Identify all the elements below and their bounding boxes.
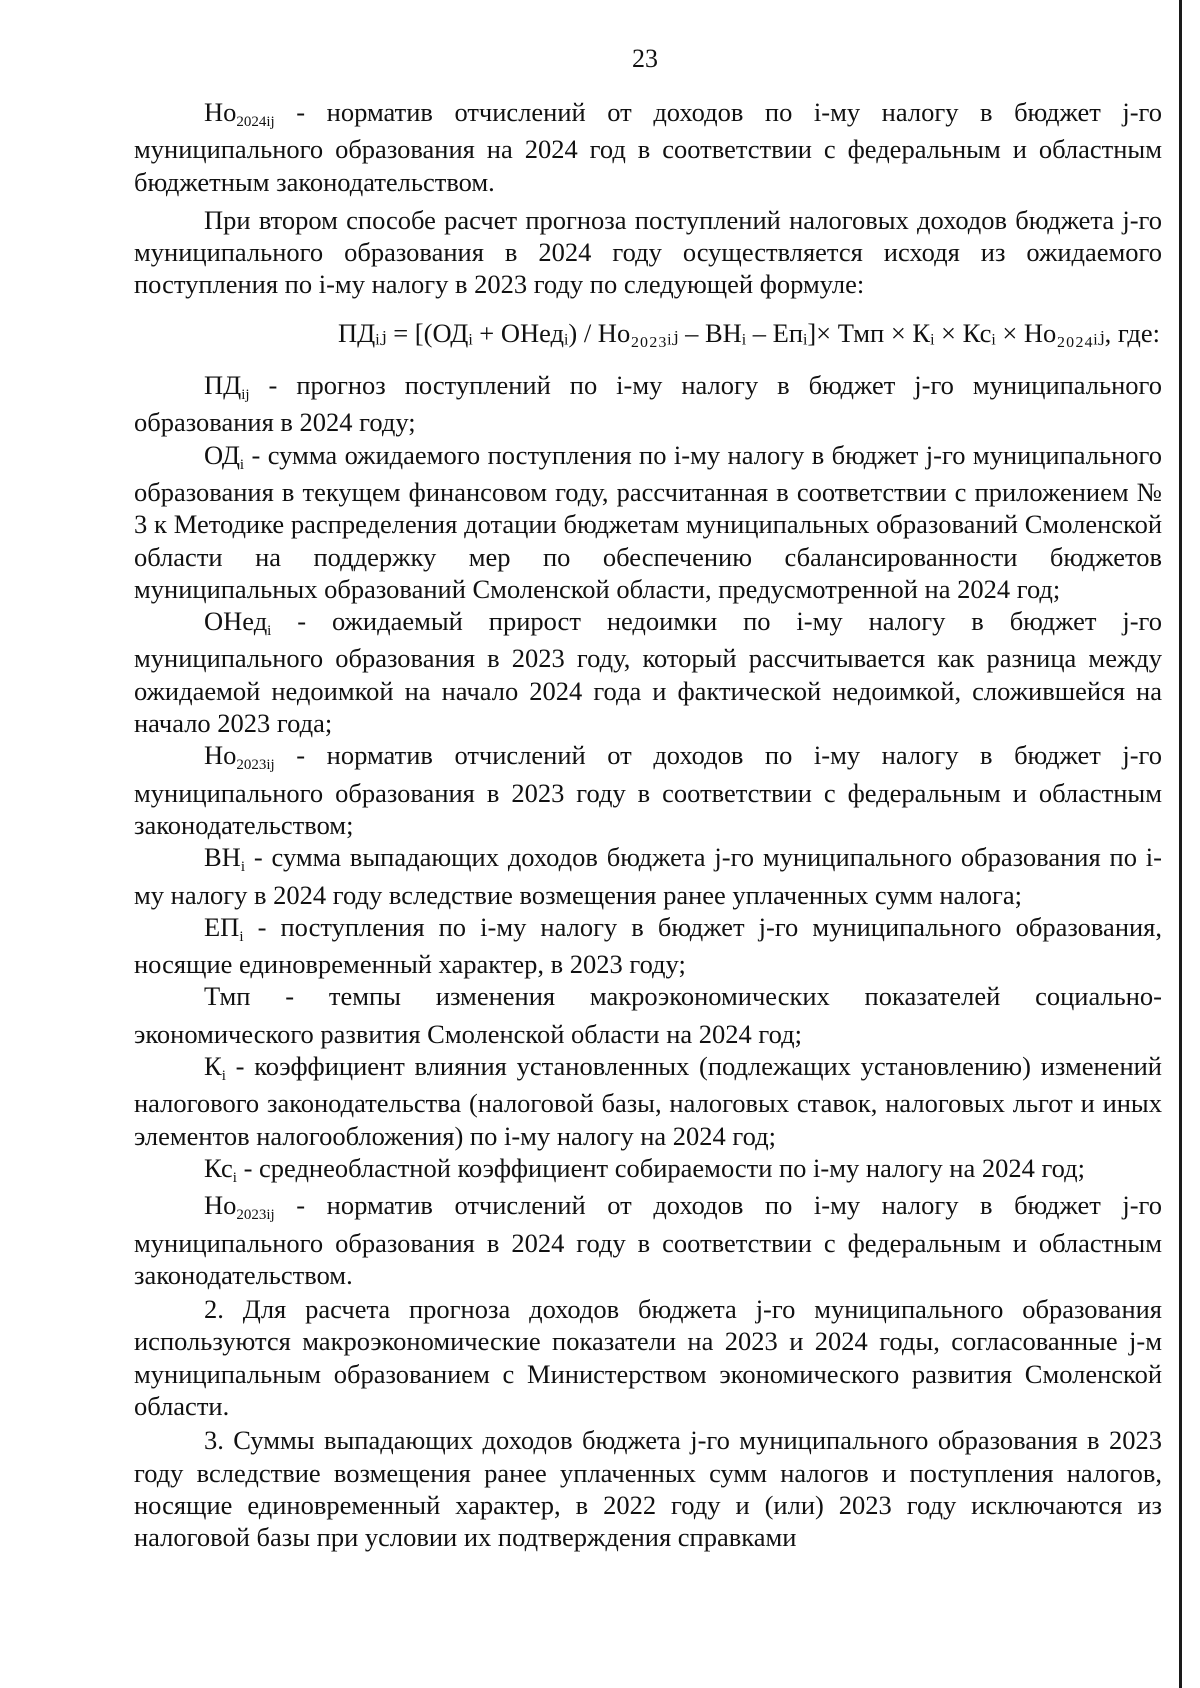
definition-symbol-sub: i: [240, 859, 245, 876]
definition-text: - поступления по i-му налогу в бюджет j-го муниципального образования, носящие единовременный характер, в 2023 году;: [134, 911, 1162, 980]
definition-ep: [134, 911, 1162, 981]
definition-symbol: [204, 842, 245, 876]
definition-text: - темпы изменения макроэкономических показателей социально-экономического развития Смоленской области на 2024 год;: [134, 981, 1162, 1049]
definition-text: - норматив отчислений от доходов по i-му налогу в бюджет j-го муниципального образования в 2024 году в соответствии с федеральным и областным законодательством.: [134, 1190, 1162, 1290]
definition-od: [134, 439, 1162, 605]
definition-symbol-base: Кс: [204, 1152, 233, 1183]
definition-text: - сумма выпадающих доходов бюджета j-го муниципального образования по i-му налогу в 2024 году вследствие возмещения ранее уплаченных сумм налога;: [134, 842, 1162, 910]
definition-k: [134, 1050, 1162, 1152]
definition-text: - норматив отчислений от доходов по i-му налогу в бюджет j-го муниципального образования в 2023 году в соответствии с федеральным и областным законодательством;: [134, 740, 1162, 840]
definition-symbol-base: ОД: [204, 439, 240, 470]
definition-symbol-sub: i: [239, 928, 244, 945]
definition-symbol: [204, 606, 272, 640]
definition-oned: [134, 605, 1162, 739]
definition-text: - сумма ожидаемого поступления по i-му налогу в бюджет j-го муниципального образования в текущем финансовом году, рассчитанная в соответствии с приложением № 3 к Методике распределения дотации бюджетам муниципальных образований Смоленской области на поддержку мер по обеспечению сбалансированности бюджетов муниципальных образований Смоленской области, предусмотренной на 2024 год;: [134, 439, 1162, 604]
method-paragraph: При втором способе расчет прогноза поступлений налоговых доходов бюджета j-го муниципального образования в 2024 году осуществляется исходя из ожидаемого поступления по i-му налогу в 2023 году по следующей формуле:: [134, 204, 1162, 300]
section-3-paragraph: 3. Суммы выпадающих доходов бюджета j-го муниципального образования в 2023 году вследствие возмещения ранее уплаченных сумм налогов и поступления налогов, носящие единовременный характер, в 2022 году и (или) 2023 году исключаются из налоговой базы при условии их подтверждения справками: [134, 1425, 1162, 1553]
document-body: [134, 96, 1162, 1553]
definition-text: - прогноз поступлений по i-му налогу в бюджет j-го муниципального образования в 2024 году;: [134, 370, 1162, 438]
definition-symbol-base: ЕП: [204, 911, 240, 942]
page-number: 23: [632, 44, 658, 73]
definition-vn: [134, 841, 1162, 911]
definition-symbol-sub: i: [267, 623, 272, 640]
page-edge-line: [1179, 0, 1182, 1688]
intro-symbol: [204, 97, 275, 130]
intro-paragraph: [134, 96, 1162, 198]
definition-tmp: [134, 980, 1162, 1050]
definition-symbol-base: Но: [204, 1190, 237, 1221]
definition-no2023: [134, 739, 1162, 841]
definition-symbol-base: ОНед: [204, 606, 268, 637]
definition-symbol-sub: 2023ij: [236, 1207, 275, 1224]
definition-symbol-base: Но: [204, 740, 237, 771]
definition-ks: [134, 1152, 1162, 1189]
definition-symbol-base: К: [204, 1051, 222, 1082]
definition-text: - коэффициент влияния установленных (подлежащих установлению) изменений налогового законодательства (налоговой базы, налоговых ставок, налоговых льгот и иных элементов налогообложения) по i-му налогу на 2024 год;: [134, 1051, 1162, 1151]
definition-symbol-base: ВН: [204, 842, 241, 873]
definition-text: - среднеобластной коэффициент собираемости по i-му налогу на 2024 год;: [236, 1152, 1086, 1183]
definition-no2024: [134, 1189, 1162, 1291]
definition-symbol-sub: 2023ij: [236, 757, 275, 774]
definition-symbol-sub: i: [232, 1169, 237, 1186]
definition-symbol-sub: ij: [241, 387, 250, 404]
section-2-paragraph: 2. Для расчета прогноза доходов бюджета j-го муниципального образования используются макроэкономические показатели на 2023 и 2024 годы, согласованные j-м муниципальным образованием с Министерством экономического развития Смоленской области.: [134, 1294, 1162, 1421]
definition-symbol: [204, 1051, 226, 1085]
formula: ПДᵢⱼ = [(ОДᵢ + ОНедᵢ) / Но₂₀₂₃ᵢⱼ – ВНᵢ – Епᵢ]× Тмп × Кᵢ × Ксᵢ × Но₂₀₂₄ᵢⱼ, где:: [338, 317, 1160, 348]
intro-symbol-sub: 2024ij: [236, 114, 275, 130]
definition-symbol-sub: i: [221, 1068, 226, 1085]
definition-symbol: [204, 1190, 275, 1224]
definition-text: - ожидаемый прирост недоимки по i-му налогу в бюджет j-го муниципального образования в 2023 году, который рассчитывается как разница между ожидаемой недоимкой на начало 2024 года и фактической недоимкой, сложившейся на начало 2023 года;: [134, 606, 1162, 739]
definition-symbol: [204, 439, 245, 473]
definition-symbol-sub: i: [239, 456, 245, 473]
intro-symbol-base: Но: [204, 97, 237, 127]
definition-symbol-base: ПД: [204, 370, 242, 401]
definition-symbol: [204, 740, 275, 774]
definition-symbol: [204, 911, 244, 945]
definition-pd: [134, 369, 1162, 439]
definition-symbol: [204, 981, 250, 1011]
definition-symbol: [204, 370, 250, 404]
definition-symbol-base: Тмп: [204, 981, 251, 1012]
intro-text: - норматив отчислений от доходов по i-му налогу в бюджет j-го муниципального образования на 2024 год в соответствии с федеральным и областным бюджетным законодательством.: [134, 97, 1162, 197]
definition-symbol: [204, 1152, 237, 1186]
